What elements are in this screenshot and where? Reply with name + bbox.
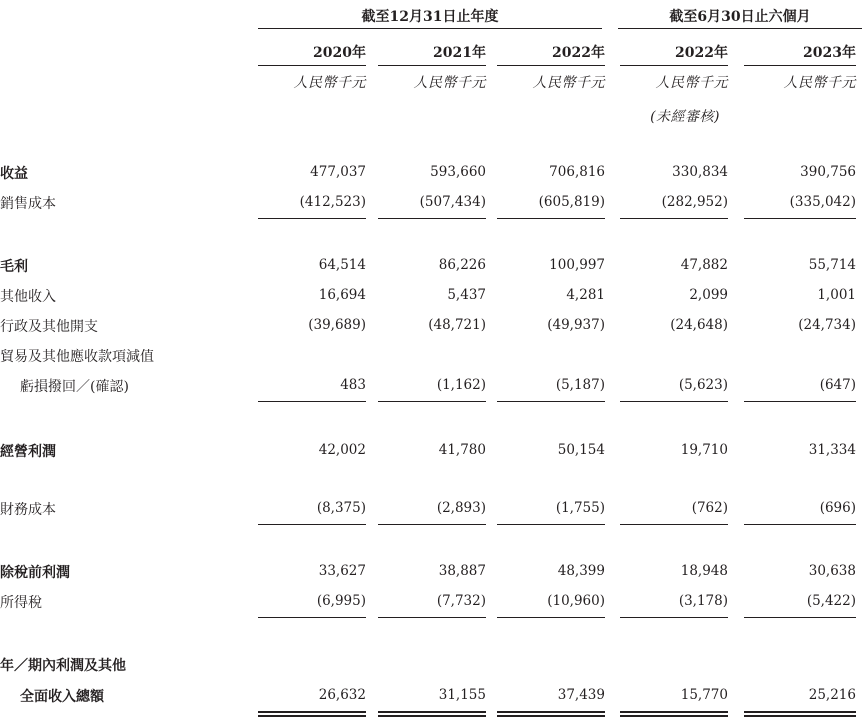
subtotal-rule [258, 218, 366, 219]
row-label: 虧損撥回／(確認) [20, 379, 129, 395]
header-group-six-months: 截至6月30日止六個月 [669, 9, 811, 25]
row-value: 37,439 [557, 687, 605, 703]
row-value: (24,648) [670, 317, 728, 333]
year-header-rule [620, 65, 728, 66]
row-value: 30,638 [808, 563, 856, 579]
unit-label: 人民幣千元 [783, 75, 856, 91]
subtotal-rule [620, 218, 728, 219]
row-value: (6,995) [316, 593, 366, 609]
row-label: 行政及其他開支 [0, 319, 98, 335]
subtotal-rule [497, 218, 605, 219]
row-value: (605,819) [538, 194, 605, 210]
row-value: 477,037 [310, 164, 366, 180]
subtotal-rule [620, 524, 728, 525]
year-header-rule [258, 65, 366, 66]
row-value: 48,399 [557, 563, 605, 579]
subtotal-rule [620, 401, 728, 402]
row-value: (8,375) [316, 500, 366, 516]
row-value: 18,948 [680, 563, 728, 579]
row-label: 全面收入總額 [20, 689, 104, 705]
row-value: (335,042) [789, 194, 856, 210]
subtotal-rule [258, 524, 366, 525]
row-value: (1,755) [555, 500, 605, 516]
row-value: (2,893) [436, 500, 486, 516]
subtotal-rule [497, 401, 605, 402]
row-label: 所得稅 [0, 595, 42, 611]
row-value: 390,756 [800, 164, 856, 180]
subtotal-rule [378, 218, 486, 219]
total-double-rule [378, 711, 486, 717]
row-value: (7,732) [436, 593, 486, 609]
total-double-rule [744, 711, 856, 717]
unit-label: 人民幣千元 [655, 75, 728, 91]
row-value: (412,523) [299, 194, 366, 210]
row-value: 15,770 [680, 687, 728, 703]
subtotal-rule [258, 617, 366, 618]
subtotal-rule [744, 401, 856, 402]
subtotal-rule [258, 401, 366, 402]
row-value: (49,937) [547, 317, 605, 333]
subtotal-rule [744, 617, 856, 618]
subtotal-rule [378, 524, 486, 525]
unit-label: 人民幣千元 [413, 75, 486, 91]
row-label: 財務成本 [0, 502, 56, 518]
subtotal-rule [497, 524, 605, 525]
row-label: 毛利 [0, 259, 28, 275]
row-value: 25,216 [808, 687, 856, 703]
row-value: (48,721) [428, 317, 486, 333]
row-label: 除稅前利潤 [0, 565, 70, 581]
row-value: 483 [340, 377, 366, 393]
row-value: (647) [819, 377, 856, 393]
row-label: 貿易及其他應收款項減值 [0, 349, 154, 365]
year-header-rule [497, 65, 605, 66]
row-value: 1,001 [817, 287, 856, 303]
year-header: 2020年 [313, 45, 366, 61]
row-value: 86,226 [438, 257, 486, 273]
row-value: 50,154 [557, 442, 605, 458]
header-group-rule [258, 28, 602, 29]
row-value: 38,887 [438, 563, 486, 579]
unit-label: 人民幣千元 [532, 75, 605, 91]
row-value: (1,162) [436, 377, 486, 393]
row-value: (10,960) [547, 593, 605, 609]
total-double-rule [497, 711, 605, 717]
year-header: 2022年 [552, 45, 605, 61]
row-value: (5,187) [555, 377, 605, 393]
row-value: 5,437 [447, 287, 486, 303]
row-value: 19,710 [680, 442, 728, 458]
row-value: 31,155 [438, 687, 486, 703]
row-value: (39,689) [308, 317, 366, 333]
row-value: 41,780 [438, 442, 486, 458]
row-value: 55,714 [808, 257, 856, 273]
row-value: 330,834 [672, 164, 728, 180]
row-value: 706,816 [549, 164, 605, 180]
row-value: (507,434) [419, 194, 486, 210]
row-value: (5,623) [678, 377, 728, 393]
row-label: 收益 [0, 166, 28, 182]
subtotal-rule [497, 617, 605, 618]
row-value: 33,627 [318, 563, 366, 579]
subtotal-rule [378, 401, 486, 402]
year-header: 2021年 [433, 45, 486, 61]
row-value: 42,002 [318, 442, 366, 458]
subtotal-rule [744, 524, 856, 525]
row-value: 31,334 [808, 442, 856, 458]
row-value: (3,178) [678, 593, 728, 609]
row-label: 銷售成本 [0, 196, 56, 212]
year-header-rule [744, 65, 856, 66]
row-value: 26,632 [318, 687, 366, 703]
row-value: 16,694 [318, 287, 366, 303]
row-value: (762) [691, 500, 728, 516]
row-value: 4,281 [566, 287, 605, 303]
row-label: 年／期內利潤及其他 [0, 658, 126, 674]
total-double-rule [258, 711, 366, 717]
row-value: (24,734) [798, 317, 856, 333]
row-value: 2,099 [689, 287, 728, 303]
header-group-year-ended: 截至12月31日止年度 [361, 9, 499, 25]
header-group-rule [618, 28, 862, 29]
total-double-rule [620, 711, 728, 717]
year-header: 2022年 [675, 45, 728, 61]
subtotal-rule [744, 218, 856, 219]
row-value: (5,422) [806, 593, 856, 609]
year-header: 2023年 [803, 45, 856, 61]
row-value: 47,882 [680, 257, 728, 273]
unit-label: 人民幣千元 [293, 75, 366, 91]
row-value: 100,997 [549, 257, 605, 273]
row-value: (696) [819, 500, 856, 516]
row-value: 593,660 [430, 164, 486, 180]
unaudited-note: (未經審核) [650, 109, 720, 125]
subtotal-rule [378, 617, 486, 618]
year-header-rule [378, 65, 486, 66]
subtotal-rule [620, 617, 728, 618]
row-label: 其他收入 [0, 289, 56, 305]
row-value: (282,952) [661, 194, 728, 210]
row-value: 64,514 [318, 257, 366, 273]
row-label: 經營利潤 [0, 444, 56, 460]
